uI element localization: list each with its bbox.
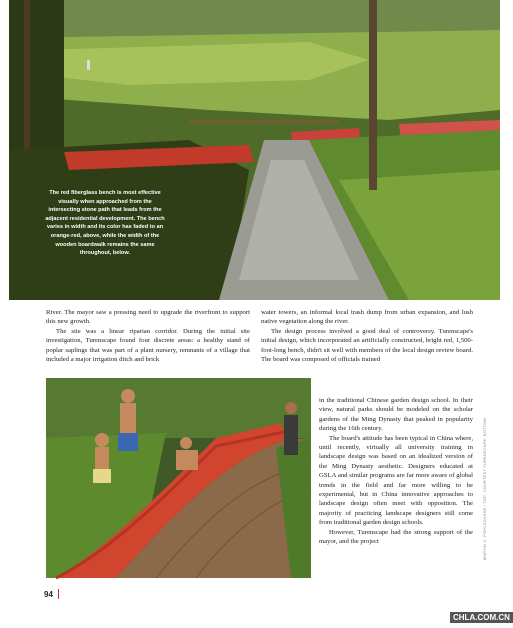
paragraph: water towers, an informal local trash dump from urban expansion, and lush native vegetation along the river.: [261, 309, 473, 326]
watermark: CHLA.COM.CN: [450, 612, 513, 623]
paragraph: River. The mayor saw a pressing need to upgrade the riverfront to support this new growth.: [46, 309, 250, 326]
text-column-2: [261, 308, 473, 364]
text-column-3: [319, 396, 473, 547]
photo-caption: The red fiberglass bench is most effective visually when approached from the intersecting stone path that leads from the adjacent residential development. The bench varies in width and its color has faded to an orange-red, above, while the width of the wooden boardwalk remains the same throughout, below.: [45, 190, 165, 257]
bottom-photo: [46, 378, 311, 578]
page-number: 94: [44, 590, 53, 599]
paragraph: However, Turenscape had the strong support of the mayor, and the project: [319, 528, 473, 546]
paragraph: in the traditional Chinese garden design school. In their view, natural parks should be modeled on the scholar gardens of the Ming Dynasty that peaked in popularity during the 16th century.: [319, 397, 473, 433]
page-number-rule: [58, 589, 59, 599]
children-on-bench-illustration: [46, 378, 311, 578]
text-column-1: [46, 308, 250, 364]
paragraph: The design process involved a good deal of controversy. Turenscape's initial design, which incorporated an artificially constructed, bright red, 1,500-foot-long bench, didn't sit well with members of the local design review board. The board was composed of officials trained: [261, 327, 473, 364]
photo-credit: MARTIN C. POHLSGASSE / TOP: COURTESY TURENSCAPE; BOTTOM: [483, 418, 487, 560]
paragraph: The board's attitude has been typical in China where, until recently, virtually all university training in landscape design was based on an idealized version of the Ming Dynasty aesthetic. Designers educated at GSLA and similar programs are far more aware of global trends in the field and far more willing to be experimental, but in China innovative approaches to landscape design often meet with opposition. The majority of practicing landscape designers still come from traditional garden design schools.: [319, 434, 473, 527]
paragraph: The site was a linear riparian corridor. During the initial site investigation, Turenscape found four discrete areas: a healthy stand of poplar saplings that was part of a plant nursery, remnants of a village that included a major irrigation ditch and brick: [46, 327, 250, 364]
